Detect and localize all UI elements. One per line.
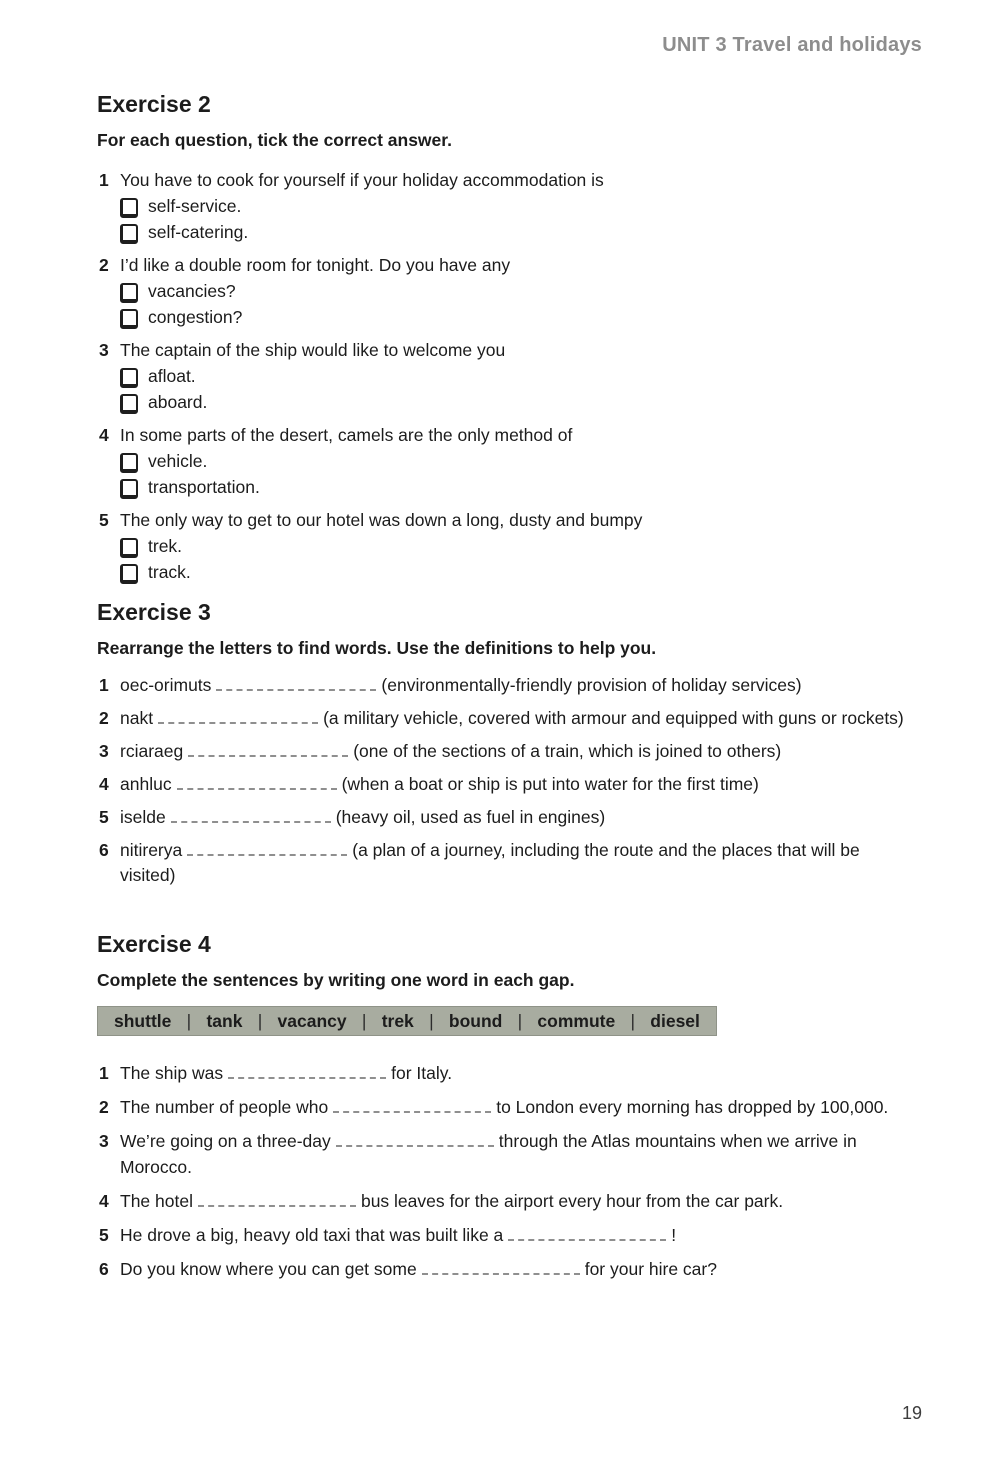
question-text: You have to cook for yourself if your holiday accommodation is — [120, 170, 604, 190]
answer-option[interactable] — [120, 389, 909, 415]
word-bank-word: shuttle — [114, 1010, 172, 1031]
answer-option[interactable] — [120, 278, 909, 304]
sentence-after-gap: for your hire car? — [584, 1259, 717, 1279]
definition-text: (environmentally-friendly provision of holiday services) — [381, 675, 802, 695]
option-label: self-service. — [148, 196, 242, 216]
definition-text: (one of the sections of a train, which is joined to others) — [353, 741, 782, 761]
sentence-after-gap: through the Atlas mountains when we arrive in Morocco. — [120, 1131, 857, 1177]
question-options — [120, 448, 909, 500]
item-number: 2 — [99, 708, 109, 728]
answer-option[interactable] — [120, 533, 909, 559]
gap-sentence — [97, 1128, 909, 1180]
scrambled-letters: anhluc — [120, 774, 172, 794]
anagram-item — [97, 805, 909, 830]
exercise-2-title: Exercise 2 — [97, 91, 211, 117]
exercise-2-questions — [97, 167, 909, 585]
scrambled-letters: nakt — [120, 708, 154, 728]
word-bank-separator: | — [361, 1010, 367, 1031]
anagram-item — [97, 739, 909, 764]
empty-checkbox-icon[interactable] — [120, 309, 138, 329]
gap-sentence — [97, 1094, 909, 1120]
sentence-number: 5 — [99, 1225, 109, 1245]
word-bank-word: tank — [206, 1010, 243, 1031]
sentence-number: 1 — [99, 1063, 109, 1083]
scrambled-letters: oec-orimuts — [120, 675, 212, 695]
word-bank-word: vacancy — [277, 1010, 347, 1031]
answer-option[interactable] — [120, 559, 909, 585]
exercise-2-instruction: For each question, tick the correct answer. — [97, 130, 452, 150]
gap-sentence — [97, 1222, 909, 1248]
sentence-after-gap: ! — [671, 1225, 677, 1245]
word-bank-separator: | — [429, 1010, 434, 1031]
sentence-after-gap: to London every morning has dropped by 100,000. — [496, 1097, 889, 1117]
anagram-item — [97, 706, 909, 731]
option-label: transportation. — [148, 477, 260, 497]
question-number: 5 — [99, 510, 109, 530]
option-label: track. — [148, 562, 191, 582]
question-options — [120, 533, 909, 585]
sentence-before-gap: He drove a big, heavy old taxi that was built like a — [120, 1225, 504, 1245]
answer-blank[interactable] — [333, 1099, 491, 1113]
exercise-4-sentences — [97, 1060, 909, 1282]
word-bank-word: diesel — [650, 1010, 700, 1031]
exercise-3-instruction: Rearrange the letters to find words. Use the definitions to help you. — [97, 638, 657, 658]
answer-blank[interactable] — [158, 710, 318, 724]
question-item — [97, 337, 909, 415]
answer-blank[interactable] — [228, 1065, 386, 1079]
exercise-2-section — [97, 90, 909, 592]
question-number: 4 — [99, 425, 109, 445]
answer-option[interactable] — [120, 193, 909, 219]
answer-option[interactable] — [120, 219, 909, 245]
sentence-after-gap: for Italy. — [391, 1063, 453, 1083]
option-label: afloat. — [148, 366, 196, 386]
word-bank-separator: | — [186, 1010, 192, 1031]
answer-blank[interactable] — [198, 1193, 356, 1207]
empty-checkbox-icon[interactable] — [120, 538, 138, 558]
exercise-4-title: Exercise 4 — [97, 931, 211, 957]
sentence-number: 3 — [99, 1131, 109, 1151]
exercise-3-title: Exercise 3 — [97, 599, 211, 625]
unit-header: UNIT 3 Travel and holidays — [662, 34, 922, 56]
empty-checkbox-icon[interactable] — [120, 453, 138, 473]
option-label: trek. — [148, 536, 183, 556]
question-number: 1 — [99, 170, 109, 190]
answer-option[interactable] — [120, 304, 909, 330]
answer-blank[interactable] — [171, 809, 331, 823]
item-number: 1 — [99, 675, 109, 695]
empty-checkbox-icon[interactable] — [120, 283, 138, 303]
question-text: The only way to get to our hotel was down a long, dusty and bumpy — [120, 510, 643, 530]
definition-text: (a military vehicle, covered with armour and equipped with guns or rockets) — [323, 708, 904, 728]
option-label: congestion? — [148, 307, 243, 327]
definition-text: (a plan of a journey, including the route and the places that will be visited) — [120, 840, 860, 885]
sentence-before-gap: Do you know where you can get some — [120, 1259, 417, 1279]
sentence-number: 2 — [99, 1097, 109, 1117]
answer-option[interactable] — [120, 363, 909, 389]
option-label: vacancies? — [148, 281, 236, 301]
option-label: self-catering. — [148, 222, 249, 242]
question-number: 3 — [99, 340, 109, 360]
answer-blank[interactable] — [177, 776, 337, 790]
word-bank-word: bound — [448, 1010, 503, 1031]
sentence-before-gap: We’re going on a three-day — [120, 1131, 331, 1151]
word-bank — [97, 1006, 717, 1036]
word-bank-word: trek — [381, 1010, 414, 1031]
exercise-3-items — [97, 673, 909, 888]
sentence-number: 4 — [99, 1191, 109, 1211]
answer-blank[interactable] — [188, 743, 348, 757]
scrambled-letters: nitirerya — [120, 840, 183, 860]
definition-text: (when a boat or ship is put into water for the first time) — [341, 774, 759, 794]
question-number: 2 — [99, 255, 109, 275]
sentence-before-gap: The ship was — [120, 1063, 224, 1083]
answer-blank[interactable] — [508, 1227, 666, 1241]
page-number: 19 — [901, 1403, 922, 1423]
sentence-before-gap: The number of people who — [120, 1097, 329, 1117]
scrambled-letters: rciaraeg — [120, 741, 184, 761]
question-options — [120, 278, 909, 330]
sentence-number: 6 — [99, 1259, 109, 1279]
empty-checkbox-icon[interactable] — [120, 368, 138, 388]
item-number: 4 — [99, 774, 109, 794]
question-item — [97, 252, 909, 330]
question-text: I’d like a double room for tonight. Do you have any — [120, 255, 511, 275]
item-number: 6 — [99, 840, 109, 860]
empty-checkbox-icon[interactable] — [120, 479, 138, 499]
question-text: In some parts of the desert, camels are the only method of — [120, 425, 573, 445]
gap-sentence — [97, 1060, 909, 1086]
answer-blank[interactable] — [422, 1261, 580, 1275]
scrambled-letters: iselde — [120, 807, 166, 827]
question-item — [97, 507, 909, 585]
answer-option[interactable] — [120, 474, 909, 500]
anagram-item — [97, 673, 909, 698]
word-bank-separator: | — [257, 1010, 263, 1031]
exercise-3-section — [97, 598, 909, 896]
exercise-4-instruction: Complete the sentences by writing one word in each gap. — [97, 970, 575, 990]
question-options — [120, 363, 909, 415]
empty-checkbox-icon[interactable] — [120, 224, 138, 244]
sentence-after-gap: bus leaves for the airport every hour from the car park. — [360, 1191, 784, 1211]
item-number: 5 — [99, 807, 109, 827]
word-bank-separator: | — [630, 1010, 636, 1031]
gap-sentence — [97, 1256, 909, 1282]
item-number: 3 — [99, 741, 109, 761]
question-text: The captain of the ship would like to welcome you — [120, 340, 506, 360]
sentence-before-gap: The hotel — [120, 1191, 193, 1211]
answer-blank[interactable] — [187, 842, 347, 856]
empty-checkbox-icon[interactable] — [120, 198, 138, 218]
option-label: aboard. — [148, 392, 208, 412]
question-options — [120, 193, 909, 245]
word-bank-word: commute — [537, 1010, 616, 1031]
definition-text: (heavy oil, used as fuel in engines) — [335, 807, 606, 827]
anagram-item — [97, 838, 909, 888]
exercise-4-section — [97, 930, 909, 1290]
answer-blank[interactable] — [336, 1133, 494, 1147]
anagram-item — [97, 772, 909, 797]
question-item — [97, 167, 909, 245]
word-bank-separator: | — [517, 1010, 523, 1031]
empty-checkbox-icon[interactable] — [120, 564, 138, 584]
option-label: vehicle. — [148, 451, 208, 471]
answer-blank[interactable] — [216, 677, 376, 691]
gap-sentence — [97, 1188, 909, 1214]
answer-option[interactable] — [120, 448, 909, 474]
question-item — [97, 422, 909, 500]
empty-checkbox-icon[interactable] — [120, 394, 138, 414]
